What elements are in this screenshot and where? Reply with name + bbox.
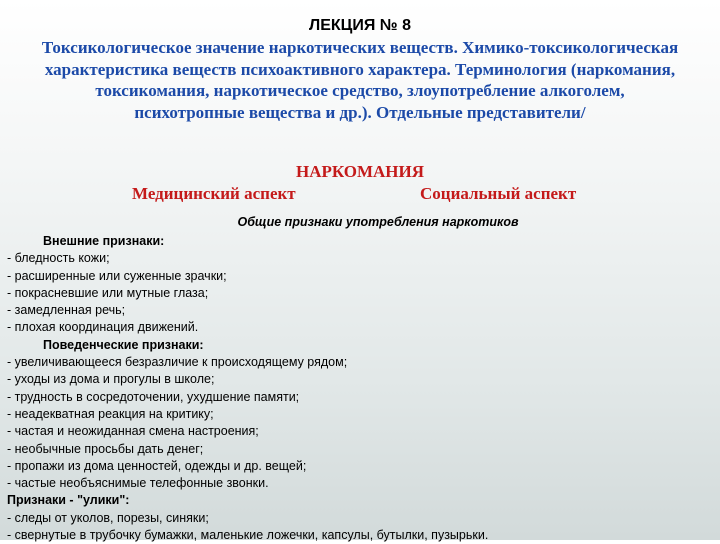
list-item: - следы от уколов, порезы, синяки;	[7, 510, 209, 525]
external-signs-heading: Внешние признаки:	[43, 234, 165, 248]
list-item: - трудность в сосредоточении, ухудшение памяти;	[7, 389, 300, 404]
signs-heading: Общие признаки употребления наркотиков	[237, 215, 519, 229]
list-item: - увеличивающееся безразличие к происходящему рядом;	[7, 355, 348, 370]
signs-list	[7, 233, 715, 544]
evidence-signs-heading: Признаки - "улики":	[7, 493, 130, 508]
list-item: - пропажи из дома ценностей, одежды и др. вещей;	[7, 458, 307, 473]
list-item: - свернутые в трубочку бумажки, маленькие ложечки, капсулы, бутылки, пузырьки.	[7, 528, 489, 543]
aspect-medical: Медицинский аспект	[132, 184, 296, 203]
list-item: - бледность кожи;	[7, 251, 110, 266]
list-item: - неадекватная реакция на критику;	[7, 406, 214, 421]
list-item: - частая и неожиданная смена настроения;	[7, 424, 259, 439]
section-heading: НАРКОМАНИЯ	[295, 162, 425, 181]
list-item: - покрасневшие или мутные глаза;	[7, 285, 209, 300]
behavioral-signs-heading: Поведенческие признаки:	[43, 337, 204, 352]
list-item: - необычные просьбы дать денег;	[7, 441, 204, 456]
list-item: - частые необъяснимые телефонные звонки.	[7, 476, 269, 491]
list-item: - расширенные или суженные зрачки;	[7, 268, 227, 283]
lecture-subtitle: Токсикологическое значение наркотических веществ. Химико-токсикологическая характеристика веществ психоактивного характера. Терминология (наркомания, токсикомания, наркотическое средство, злоупотребление алкоголем, психотропные вещества и др.). Отдельные представители/	[41, 38, 679, 122]
slide-title: ЛЕКЦИЯ № 8	[309, 17, 411, 34]
aspect-social: Социальный аспект	[420, 184, 577, 203]
list-item: - плохая координация движений.	[7, 320, 199, 335]
list-item: - замедленная речь;	[7, 303, 126, 318]
list-item: - уходы из дома и прогулы в школе;	[7, 372, 215, 387]
